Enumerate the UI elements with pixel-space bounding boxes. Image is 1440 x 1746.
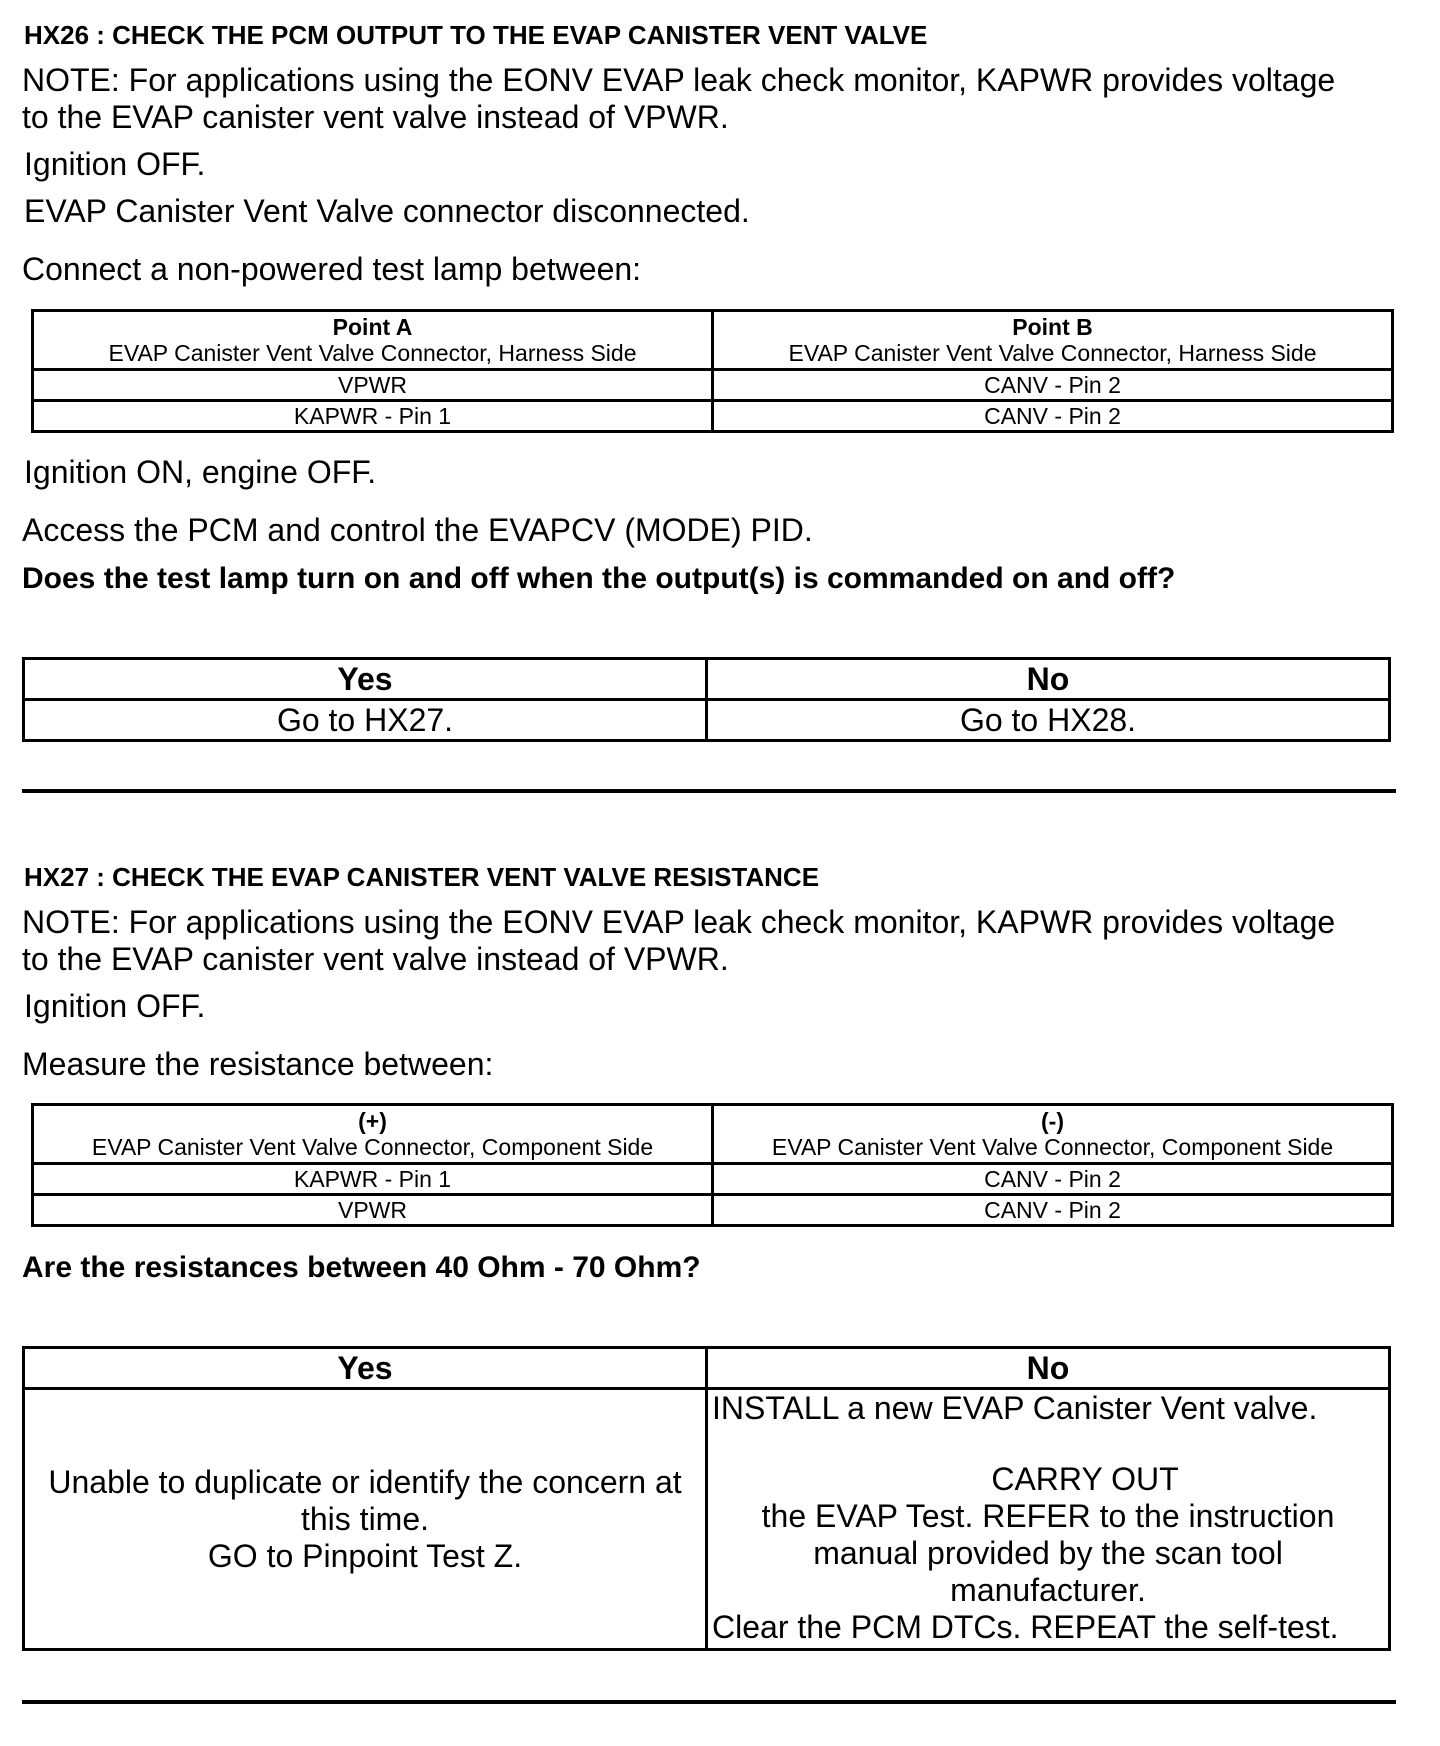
hx27-no-carry-out: CARRY OUT (991, 1461, 1179, 1497)
hx27-yes-header: Yes (24, 1348, 707, 1389)
table-row (33, 1195, 1393, 1226)
hx27-row2-minus: CANV - Pin 2 (713, 1195, 1393, 1226)
hx26-row1-point-a: VPWR (33, 370, 713, 401)
hx26-lamp-table (31, 309, 1394, 433)
hx26-question: Does the test lamp turn on and off when the output(s) is commanded on and off? (22, 562, 1176, 595)
hx27-row1-plus: KAPWR - Pin 1 (33, 1164, 713, 1195)
hx27-no-cell (707, 1389, 1390, 1650)
hx26-yes-header: Yes (24, 659, 707, 700)
hx27-row1-minus: CANV - Pin 2 (713, 1164, 1393, 1195)
hx27-resistance-table (31, 1103, 1394, 1227)
hx26-point-a-subtitle: EVAP Canister Vent Valve Connector, Harness Side (108, 340, 637, 366)
hx26-lamp-table-header-a (33, 311, 713, 370)
hx27-heading: HX27 : CHECK THE EVAP CANISTER VENT VALVE RESISTANCE (24, 862, 820, 892)
hx26-step-access-pcm: Access the PCM and control the EVAPCV (MODE) PID. (22, 512, 813, 548)
hx26-yes-link[interactable]: Go to HX27. (24, 700, 707, 741)
hx26-note (22, 62, 1335, 136)
hx26-lamp-table-header-b (713, 311, 1393, 370)
table-row (33, 401, 1393, 432)
hx27-no-manual: manual provided by the scan tool (813, 1535, 1283, 1571)
section-divider (22, 1700, 1396, 1704)
hx27-yes-line-2: this time. (300, 1500, 430, 1537)
hx27-minus-subtitle: EVAP Canister Vent Valve Connector, Component Side (771, 1134, 1334, 1160)
hx27-plus-title: (+) (358, 1108, 387, 1134)
hx27-resistance-table-header-minus (713, 1105, 1393, 1164)
table-row (33, 1164, 1393, 1195)
hx27-note-line-2: to the EVAP canister vent valve instead of VPWR. (22, 941, 729, 977)
hx26-point-b-title: Point B (1012, 314, 1093, 340)
hx27-note-line-1: NOTE: For applications using the EONV EVAP leak check monitor, KAPWR provides voltage (22, 904, 1336, 940)
hx27-minus-title: (-) (1041, 1108, 1064, 1134)
hx26-row2-point-b: CANV - Pin 2 (713, 401, 1393, 432)
hx27-yes-line-3[interactable]: GO to Pinpoint Test Z. (207, 1537, 523, 1574)
hx27-no-header: No (707, 1348, 1390, 1389)
hx26-no-link[interactable]: Go to HX28. (707, 700, 1390, 741)
hx26-answer-table (22, 657, 1391, 742)
hx26-no-header: No (707, 659, 1390, 700)
hx27-answer-table (22, 1346, 1391, 1651)
hx26-row1-point-b: CANV - Pin 2 (713, 370, 1393, 401)
hx27-yes-cell (24, 1389, 707, 1650)
hx27-yes-line-1: Unable to duplicate or identify the concern at (48, 1463, 682, 1500)
hx27-question: Are the resistances between 40 Ohm - 70 Ohm? (22, 1251, 701, 1284)
hx27-step-ignition-off: Ignition OFF. (24, 988, 206, 1024)
hx26-note-line-2: to the EVAP canister vent valve instead of VPWR. (22, 99, 729, 135)
section-divider (22, 789, 1396, 793)
hx26-step-connector-disconnected: EVAP Canister Vent Valve connector disconnected. (24, 193, 750, 229)
hx26-point-a-title: Point A (332, 314, 413, 340)
hx27-note (22, 904, 1335, 978)
hx27-no-evap-test: the EVAP Test. REFER to the instruction (761, 1498, 1335, 1534)
hx27-no-clear-dtcs: Clear the PCM DTCs. REPEAT the self-test. (712, 1609, 1339, 1645)
table-row (33, 370, 1393, 401)
hx26-note-line-1: NOTE: For applications using the EONV EVAP leak check monitor, KAPWR provides voltage (22, 62, 1336, 98)
hx26-step-ignition-off: Ignition OFF. (24, 146, 206, 182)
hx26-row2-point-a: KAPWR - Pin 1 (33, 401, 713, 432)
hx26-step-ignition-on: Ignition ON, engine OFF. (24, 454, 377, 490)
hx27-plus-subtitle: EVAP Canister Vent Valve Connector, Component Side (91, 1134, 654, 1160)
hx27-step-measure: Measure the resistance between: (22, 1046, 494, 1082)
hx27-no-manufacturer: manufacturer. (950, 1572, 1146, 1608)
hx27-no-install: INSTALL a new EVAP Canister Vent valve. (712, 1390, 1318, 1426)
hx26-step-connect-lamp: Connect a non-powered test lamp between: (22, 251, 642, 287)
hx26-point-b-subtitle: EVAP Canister Vent Valve Connector, Harness Side (788, 340, 1317, 366)
hx26-heading: HX26 : CHECK THE PCM OUTPUT TO THE EVAP CANISTER VENT VALVE (24, 20, 928, 50)
hx27-row2-plus: VPWR (33, 1195, 713, 1226)
hx27-resistance-table-header-plus (33, 1105, 713, 1164)
